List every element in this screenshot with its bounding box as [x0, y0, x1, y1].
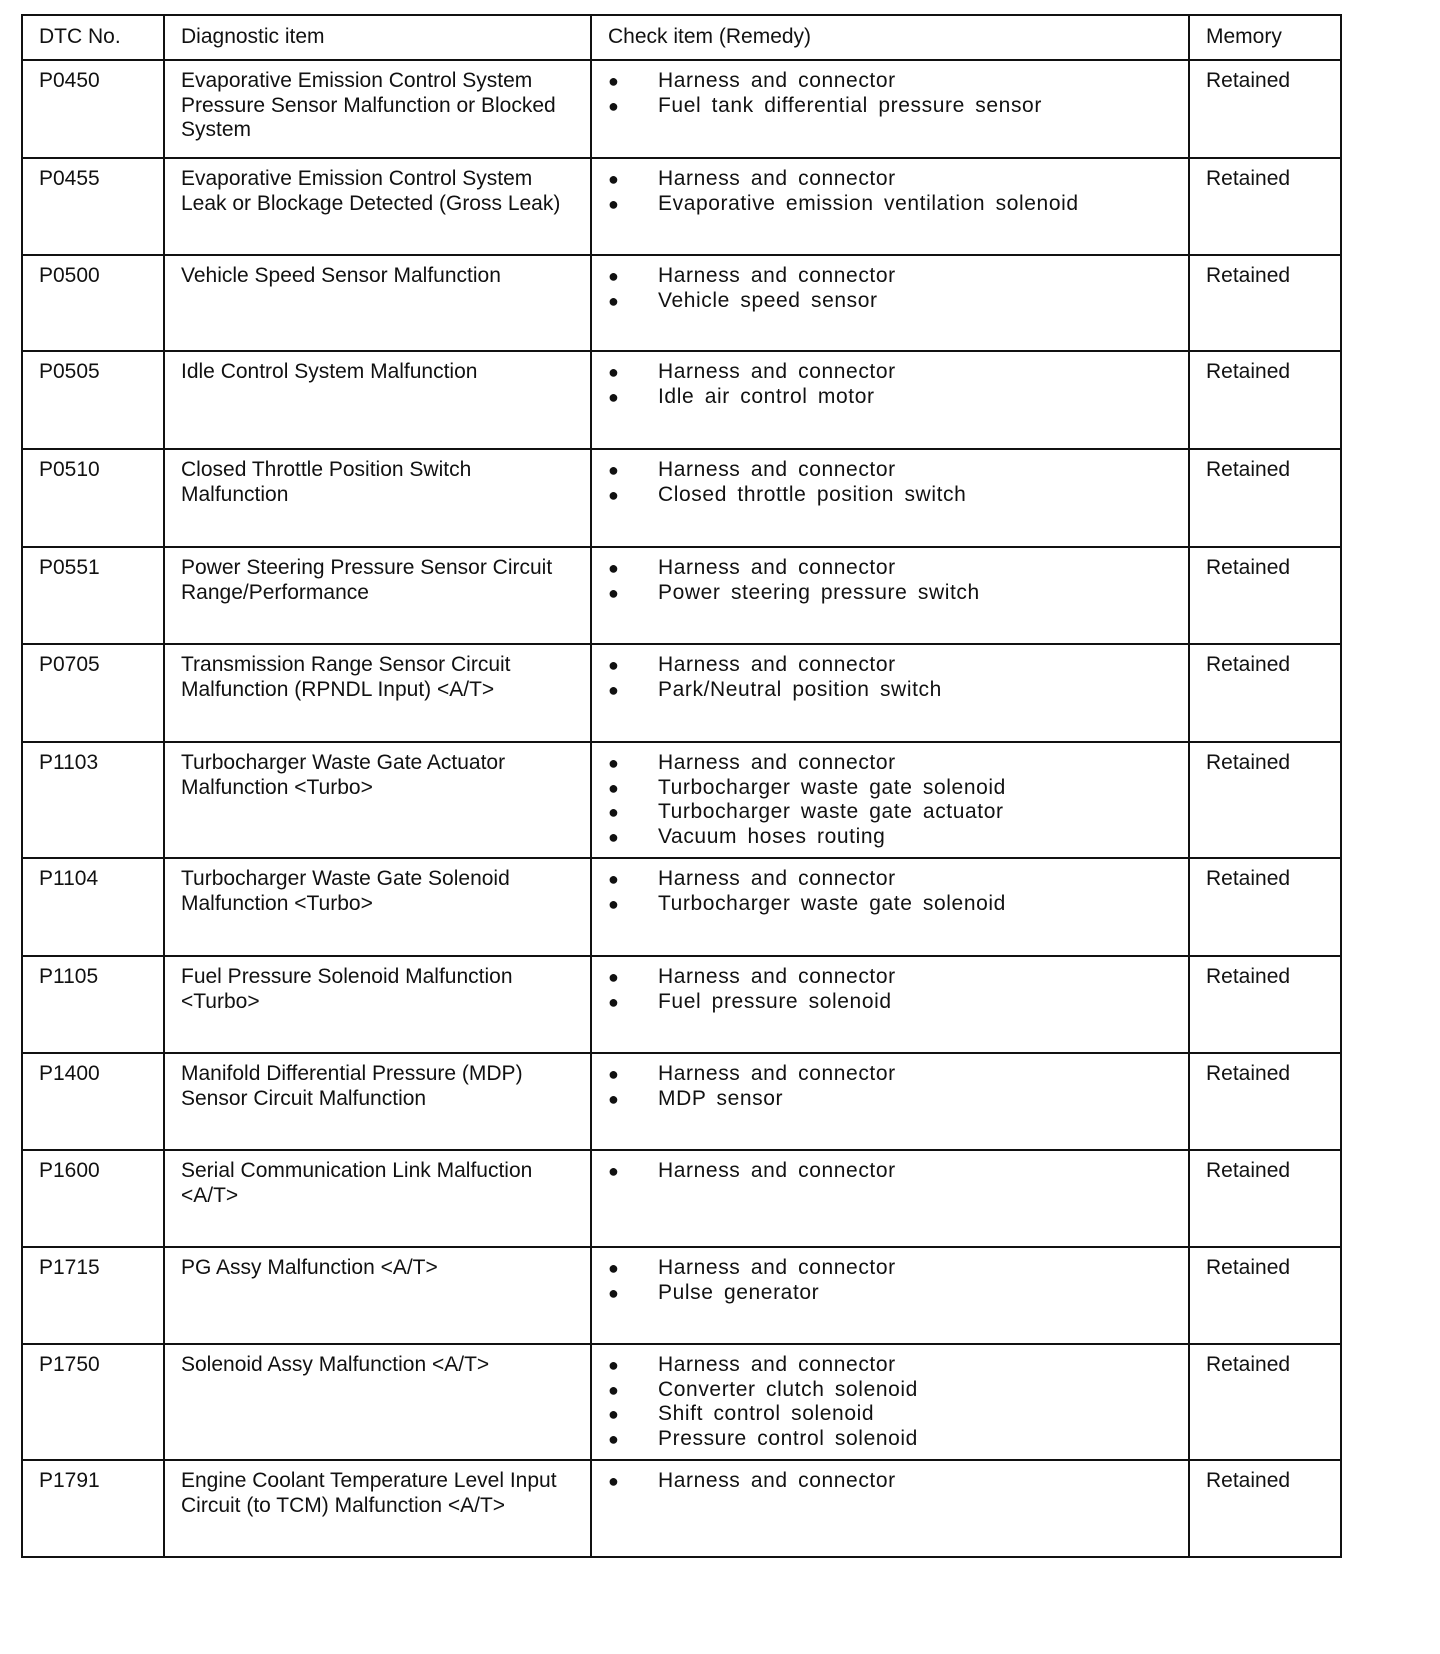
- bullet-icon: ●: [608, 869, 620, 889]
- diagnostic-item: Turbocharger Waste Gate Solenoid Malfunction <Turbo>: [164, 858, 591, 956]
- bullet-icon: ●: [608, 893, 620, 914]
- check-item-label: MDP sensor: [658, 1086, 784, 1110]
- check-item-label: Harness and connector: [658, 1469, 896, 1492]
- check-items: [591, 1247, 1189, 1344]
- check-item: [608, 581, 1174, 606]
- bullet-icon: ●: [608, 777, 620, 798]
- diagnostic-item: Solenoid Assy Malfunction <A/T>: [164, 1344, 591, 1460]
- check-items: [591, 1150, 1189, 1247]
- bullet-icon: ●: [608, 655, 620, 675]
- check-item-label: Turbocharger waste gate actuator: [658, 800, 1004, 823]
- check-items: [591, 255, 1189, 351]
- check-item-label: Evaporative emission ventilation solenoid: [658, 191, 1079, 215]
- diagnostic-item: Engine Coolant Temperature Level Input Circuit (to TCM) Malfunction <A/T>: [164, 1460, 591, 1557]
- table-body: [22, 60, 1341, 1557]
- check-item: [608, 1256, 1174, 1281]
- bullet-icon: ●: [608, 1355, 620, 1375]
- check-item-label: Vehicle speed sensor: [658, 288, 878, 312]
- table-row: [22, 351, 1341, 449]
- check-item: [608, 1281, 1174, 1306]
- table-row: [22, 858, 1341, 956]
- check-item-label: Fuel pressure solenoid: [658, 989, 892, 1013]
- table-row: [22, 1053, 1341, 1150]
- memory-status: Retained: [1189, 1344, 1341, 1460]
- check-item: [608, 800, 1174, 825]
- table-row: [22, 742, 1341, 858]
- table-row: [22, 60, 1341, 158]
- bullet-icon: ●: [608, 362, 620, 382]
- check-item-list: [608, 264, 1174, 313]
- check-items: [591, 547, 1189, 644]
- table-row: [22, 1344, 1341, 1460]
- bullet-icon: ●: [608, 1428, 620, 1449]
- table-row: [22, 158, 1341, 255]
- bullet-icon: ●: [608, 169, 620, 189]
- dtc-code: P1105: [22, 956, 164, 1053]
- table-row: [22, 1247, 1341, 1344]
- memory-status: Retained: [1189, 1460, 1341, 1557]
- diagnostic-item: Serial Communication Link Malfuction <A/T>: [164, 1150, 591, 1247]
- check-item-label: Harness and connector: [658, 653, 896, 676]
- check-item-label: Harness and connector: [658, 867, 896, 890]
- check-item: [608, 458, 1174, 483]
- check-item-list: [608, 1469, 1174, 1494]
- check-items: [591, 60, 1189, 158]
- dtc-code: P0510: [22, 449, 164, 547]
- dtc-code: P1750: [22, 1344, 164, 1460]
- check-item: [608, 1402, 1174, 1427]
- check-items: [591, 351, 1189, 449]
- diagnostic-item: Transmission Range Sensor Circuit Malfunction (RPNDL Input) <A/T>: [164, 644, 591, 742]
- bullet-icon: ●: [608, 460, 620, 480]
- check-item-label: Turbocharger waste gate solenoid: [658, 891, 1006, 915]
- check-item-label: Harness and connector: [658, 69, 896, 92]
- check-item-label: Harness and connector: [658, 751, 896, 774]
- dtc-code: P0450: [22, 60, 164, 158]
- bullet-icon: ●: [608, 558, 620, 578]
- check-item: [608, 892, 1174, 917]
- check-item-label: Harness and connector: [658, 965, 896, 988]
- bullet-icon: ●: [608, 1379, 620, 1400]
- bullet-icon: ●: [608, 71, 620, 91]
- dtc-code: P1104: [22, 858, 164, 956]
- check-item: [608, 825, 1174, 850]
- check-item-list: [608, 1159, 1174, 1184]
- check-item: [608, 990, 1174, 1015]
- check-item-label: Idle air control motor: [658, 384, 875, 408]
- check-items: [591, 1053, 1189, 1150]
- check-item-label: Harness and connector: [658, 1256, 896, 1279]
- check-item-label: Converter clutch solenoid: [658, 1377, 918, 1401]
- diagnostic-item: Evaporative Emission Control System Leak or Blockage Detected (Gross Leak): [164, 158, 591, 255]
- check-item-list: [608, 1062, 1174, 1111]
- check-item-list: [608, 360, 1174, 409]
- bullet-icon: ●: [608, 1404, 620, 1424]
- bullet-icon: ●: [608, 290, 620, 311]
- table-row: [22, 644, 1341, 742]
- table-row: [22, 547, 1341, 644]
- check-item: [608, 360, 1174, 385]
- check-item: [608, 751, 1174, 776]
- check-item-label: Fuel tank differential pressure sensor: [658, 93, 1042, 117]
- table-row: [22, 255, 1341, 351]
- check-item-list: [608, 867, 1174, 916]
- bullet-icon: ●: [608, 802, 620, 822]
- memory-status: Retained: [1189, 1247, 1341, 1344]
- dtc-table: [21, 14, 1342, 1558]
- check-item: [608, 556, 1174, 581]
- check-item: [608, 264, 1174, 289]
- bullet-icon: ●: [608, 967, 620, 987]
- check-item: [608, 1353, 1174, 1378]
- check-item: [608, 1062, 1174, 1087]
- dtc-code: P1103: [22, 742, 164, 858]
- check-item-list: [608, 1353, 1174, 1451]
- bullet-icon: ●: [608, 753, 620, 773]
- check-items: [591, 956, 1189, 1053]
- check-item-label: Shift control solenoid: [658, 1402, 875, 1425]
- bullet-icon: ●: [608, 193, 620, 214]
- check-item-list: [608, 965, 1174, 1014]
- check-item: [608, 94, 1174, 119]
- check-item-label: Harness and connector: [658, 1353, 896, 1376]
- dtc-code: P1400: [22, 1053, 164, 1150]
- check-item-label: Harness and connector: [658, 556, 896, 579]
- check-item-list: [608, 458, 1174, 507]
- header-check-item: Check item (Remedy): [591, 15, 1189, 60]
- check-item-list: [608, 69, 1174, 118]
- check-item: [608, 965, 1174, 990]
- check-item-list: [608, 751, 1174, 849]
- diagnostic-item: Idle Control System Malfunction: [164, 351, 591, 449]
- memory-status: Retained: [1189, 60, 1341, 158]
- check-item-label: Harness and connector: [658, 458, 896, 481]
- memory-status: Retained: [1189, 351, 1341, 449]
- bullet-icon: ●: [608, 386, 620, 407]
- diagnostic-item: Power Steering Pressure Sensor Circuit Range/Performance: [164, 547, 591, 644]
- table-row: [22, 1150, 1341, 1247]
- memory-status: Retained: [1189, 547, 1341, 644]
- check-item: [608, 167, 1174, 192]
- dtc-code: P1600: [22, 1150, 164, 1247]
- diagnostic-item: Turbocharger Waste Gate Actuator Malfunction <Turbo>: [164, 742, 591, 858]
- bullet-icon: ●: [608, 1471, 620, 1491]
- check-items: [591, 742, 1189, 858]
- header-diagnostic-item: Diagnostic item: [164, 15, 591, 60]
- check-item: [608, 69, 1174, 94]
- check-item-label: Harness and connector: [658, 360, 896, 383]
- header-dtc-no: DTC No.: [22, 15, 164, 60]
- memory-status: Retained: [1189, 742, 1341, 858]
- check-item: [608, 385, 1174, 410]
- diagnostic-item: PG Assy Malfunction <A/T>: [164, 1247, 591, 1344]
- check-items: [591, 1344, 1189, 1460]
- bullet-icon: ●: [608, 1282, 620, 1303]
- header-memory: Memory: [1189, 15, 1341, 60]
- check-item: [608, 776, 1174, 801]
- dtc-code: P1715: [22, 1247, 164, 1344]
- dtc-code: P0705: [22, 644, 164, 742]
- table-header-row: [22, 15, 1341, 60]
- dtc-code: P1791: [22, 1460, 164, 1557]
- bullet-icon: ●: [608, 679, 620, 700]
- memory-status: Retained: [1189, 858, 1341, 956]
- check-item-label: Vacuum hoses routing: [658, 824, 886, 848]
- check-item-list: [608, 1256, 1174, 1305]
- bullet-icon: ●: [608, 484, 620, 505]
- check-item-label: Turbocharger waste gate solenoid: [658, 775, 1006, 799]
- dtc-code: P0505: [22, 351, 164, 449]
- bullet-icon: ●: [608, 991, 620, 1012]
- diagnostic-item: Vehicle Speed Sensor Malfunction: [164, 255, 591, 351]
- bullet-icon: ●: [608, 1161, 620, 1181]
- check-item: [608, 678, 1174, 703]
- check-item-label: Closed throttle position switch: [658, 482, 967, 506]
- check-item: [608, 483, 1174, 508]
- check-item-label: Pressure control solenoid: [658, 1426, 918, 1450]
- check-item: [608, 1159, 1174, 1184]
- dtc-code: P0551: [22, 547, 164, 644]
- bullet-icon: ●: [608, 826, 620, 847]
- memory-status: Retained: [1189, 1053, 1341, 1150]
- bullet-icon: ●: [608, 1088, 620, 1109]
- check-item-label: Harness and connector: [658, 167, 896, 190]
- bullet-icon: ●: [608, 1064, 620, 1084]
- dtc-code: P0500: [22, 255, 164, 351]
- check-item-label: Pulse generator: [658, 1280, 820, 1304]
- table-row: [22, 449, 1341, 547]
- check-items: [591, 858, 1189, 956]
- check-items: [591, 1460, 1189, 1557]
- bullet-icon: ●: [608, 1258, 620, 1278]
- check-item: [608, 289, 1174, 314]
- check-item: [608, 1427, 1174, 1452]
- check-item-list: [608, 653, 1174, 702]
- bullet-icon: ●: [608, 95, 620, 116]
- check-item-label: Park/Neutral position switch: [658, 677, 942, 701]
- bullet-icon: ●: [608, 582, 620, 603]
- memory-status: Retained: [1189, 255, 1341, 351]
- check-item: [608, 653, 1174, 678]
- check-items: [591, 449, 1189, 547]
- check-item-label: Power steering pressure switch: [658, 580, 980, 604]
- check-item: [608, 192, 1174, 217]
- check-item-label: Harness and connector: [658, 264, 896, 287]
- memory-status: Retained: [1189, 1150, 1341, 1247]
- check-items: [591, 158, 1189, 255]
- memory-status: Retained: [1189, 158, 1341, 255]
- table-row: [22, 956, 1341, 1053]
- bullet-icon: ●: [608, 266, 620, 286]
- check-item-label: Harness and connector: [658, 1062, 896, 1085]
- check-item-list: [608, 556, 1174, 605]
- check-items: [591, 644, 1189, 742]
- diagnostic-item: Fuel Pressure Solenoid Malfunction <Turbo>: [164, 956, 591, 1053]
- table-row: [22, 1460, 1341, 1557]
- check-item: [608, 1087, 1174, 1112]
- check-item: [608, 867, 1174, 892]
- check-item: [608, 1469, 1174, 1494]
- check-item-label: Harness and connector: [658, 1159, 896, 1182]
- dtc-code: P0455: [22, 158, 164, 255]
- memory-status: Retained: [1189, 449, 1341, 547]
- diagnostic-item: Manifold Differential Pressure (MDP) Sensor Circuit Malfunction: [164, 1053, 591, 1150]
- diagnostic-item: Evaporative Emission Control System Pressure Sensor Malfunction or Blocked System: [164, 60, 591, 158]
- diagnostic-item: Closed Throttle Position Switch Malfunction: [164, 449, 591, 547]
- memory-status: Retained: [1189, 644, 1341, 742]
- check-item-list: [608, 167, 1174, 216]
- memory-status: Retained: [1189, 956, 1341, 1053]
- check-item: [608, 1378, 1174, 1403]
